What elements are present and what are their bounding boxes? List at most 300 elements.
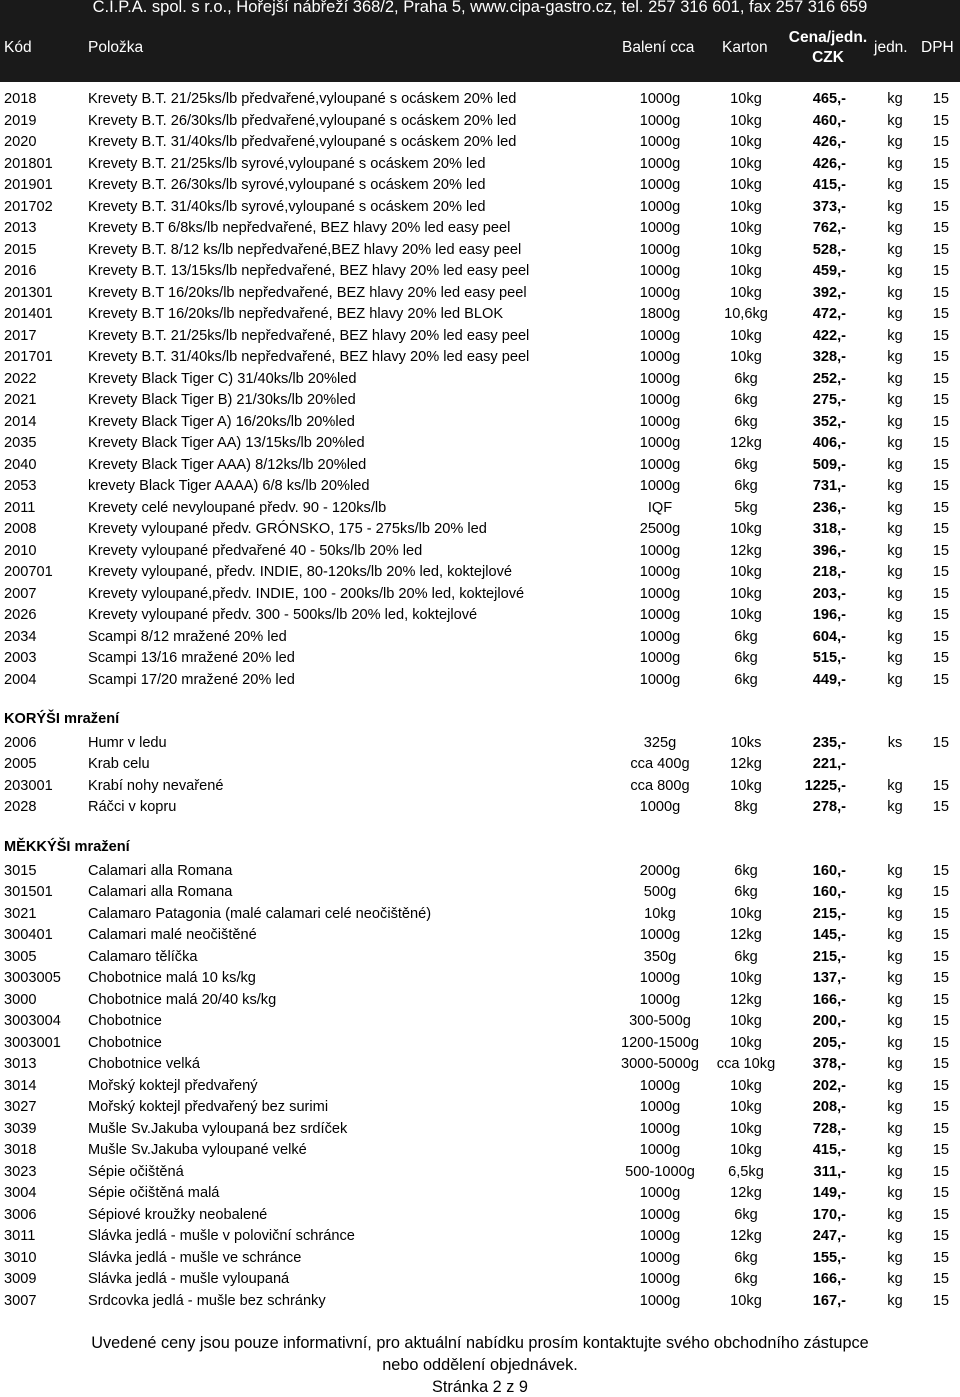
cell-pack: 3000-5000g: [621, 1056, 699, 1072]
cell-carton: 10ks: [730, 734, 762, 751]
table-row: [0, 369, 960, 391]
cell-vat: 15: [932, 198, 949, 215]
cell-pack: 1000g: [639, 671, 681, 688]
company-info: C.I.P.A. spol. s r.o., Hořejší nábřeží 368/2, Praha 5, www.cipa-gastro.cz, tel. 257 316 601, fax 257 316 659: [92, 0, 868, 16]
cell-vat: 15: [932, 349, 949, 365]
cell-carton: 6kg: [734, 392, 758, 408]
cell-name: Calamari alla Romana: [88, 862, 233, 879]
cell-unit: kg: [887, 198, 903, 215]
table-row: [0, 1248, 960, 1270]
cell-price: 449,-: [812, 671, 846, 688]
cell-vat: 15: [932, 327, 949, 344]
cell-carton: 10kg: [730, 1099, 762, 1115]
cell-carton: 8kg: [734, 799, 758, 815]
cell-vat: 15: [932, 177, 949, 193]
cell-price: 205,-: [812, 1034, 846, 1051]
cell-vat: 15: [932, 650, 949, 666]
cell-pack: 1000g: [639, 327, 681, 344]
cell-unit: kg: [887, 777, 903, 794]
cell-price: 422,-: [812, 327, 846, 344]
cell-unit: kg: [887, 671, 903, 688]
cell-carton: 10kg: [730, 1034, 762, 1051]
cell-vat: 15: [932, 499, 949, 516]
cell-code: 201702: [4, 198, 53, 215]
cell-vat: 15: [932, 134, 949, 150]
cell-name: Krevety B.T. 21/25ks/lb nepředvařené, BEZ hlavy 20% led easy peel: [88, 327, 530, 344]
cell-code: 2014: [4, 413, 37, 430]
cell-price: 318,-: [812, 521, 846, 537]
cell-carton: 6kg: [734, 948, 758, 965]
cell-unit: kg: [887, 1013, 903, 1029]
cell-unit: kg: [887, 564, 903, 580]
cell-vat: 15: [932, 991, 949, 1008]
cell-carton: 6kg: [734, 628, 758, 645]
cell-name: Krevety vyloupané předvařené 40 - 50ks/lb 20% led: [88, 542, 423, 559]
cell-pack: 1000g: [639, 927, 681, 943]
cell-price: 149,-: [812, 1185, 846, 1201]
cell-vat: 15: [932, 607, 949, 623]
cell-unit: kg: [887, 499, 903, 516]
cell-pack: 1000g: [639, 650, 681, 666]
cell-vat: 15: [932, 799, 949, 815]
cell-code: 201801: [4, 155, 53, 172]
cell-pack: 2500g: [639, 521, 681, 537]
cell-name: Krevety B.T. 26/30ks/lb syrové,vyloupané s ocáskem 20% led: [88, 177, 486, 193]
cell-pack: 1000g: [639, 349, 681, 365]
cell-code: 3010: [4, 1249, 37, 1266]
cell-pack: 325g: [643, 734, 677, 751]
cell-carton: 10kg: [730, 564, 762, 580]
cell-carton: 10kg: [730, 198, 762, 215]
table-row: [0, 412, 960, 434]
cell-carton: 12kg: [730, 435, 762, 451]
cell-code: 3004: [4, 1185, 37, 1201]
table-row: [0, 218, 960, 240]
table-row: [0, 1054, 960, 1076]
cell-pack: cca 400g: [630, 756, 690, 772]
cell-name: Krevety B.T. 13/15ks/lb nepředvařené, BEZ hlavy 20% led easy peel: [88, 263, 530, 279]
cell-code: 2028: [4, 799, 37, 815]
cell-name: Krab celu: [88, 756, 150, 772]
cell-pack: cca 800g: [630, 777, 690, 794]
cell-carton: 6kg: [734, 413, 758, 430]
cell-price: 528,-: [812, 241, 846, 258]
table-row: [0, 1291, 960, 1313]
cell-pack: 1000g: [639, 991, 681, 1008]
cell-name: Scampi 8/12 mražené 20% led: [88, 628, 287, 645]
cell-unit: kg: [887, 1185, 903, 1201]
cell-name: Calamaro Patagonia (malé calamari celé neočištěné): [88, 905, 432, 922]
cell-price: 328,-: [812, 349, 846, 365]
table-row: [0, 754, 960, 776]
cell-pack: 1000g: [639, 370, 681, 387]
table-row: [0, 861, 960, 883]
table-row: [0, 197, 960, 219]
cell-pack: 1000g: [639, 241, 681, 258]
cell-name: Krevety B.T. 31/40ks/lb syrové,vyloupané s ocáskem 20% led: [88, 198, 486, 215]
cell-pack: 1000g: [639, 1099, 681, 1115]
cell-code: 301501: [4, 884, 53, 900]
table-row: [0, 1226, 960, 1248]
cell-price: 415,-: [812, 1142, 846, 1158]
cell-unit: kg: [887, 585, 903, 602]
cell-price: 275,-: [812, 392, 846, 408]
cell-carton: 6kg: [734, 884, 758, 900]
cell-pack: 1000g: [639, 1292, 681, 1309]
cell-code: 300401: [4, 927, 53, 943]
cell-pack: 1000g: [639, 198, 681, 215]
cell-name: Calamaro tělíčka: [88, 948, 198, 965]
cell-carton: 10kg: [730, 284, 762, 301]
cell-unit: kg: [887, 155, 903, 172]
cell-pack: 1000g: [639, 1249, 681, 1266]
cell-carton: 6kg: [734, 650, 758, 666]
cell-name: Krevety B.T 6/8ks/lb nepředvařené, BEZ hlavy 20% led easy peel: [88, 220, 511, 236]
cell-code: 2020: [4, 134, 37, 150]
column-header-carton: Karton: [722, 39, 768, 56]
cell-carton: 6kg: [734, 1271, 758, 1287]
cell-unit: kg: [887, 1206, 903, 1223]
cell-code: 3015: [4, 862, 37, 879]
cell-pack: 500-1000g: [625, 1163, 695, 1180]
table-row: [0, 776, 960, 798]
cell-price: 218,-: [812, 564, 846, 580]
cell-pack: 350g: [643, 948, 677, 965]
table-row: [0, 1033, 960, 1055]
cell-carton: 10kg: [730, 155, 762, 172]
cell-vat: 15: [932, 1077, 949, 1094]
cell-carton: 10kg: [730, 220, 762, 236]
cell-pack: 300-500g: [629, 1013, 691, 1029]
cell-unit: kg: [887, 1163, 903, 1180]
cell-vat: 15: [932, 263, 949, 279]
cell-carton: cca 10kg: [716, 1056, 776, 1072]
cell-price: 415,-: [812, 177, 846, 193]
cell-unit: kg: [887, 134, 903, 150]
cell-unit: kg: [887, 884, 903, 900]
cell-vat: 15: [932, 306, 949, 322]
cell-name: Krevety Black Tiger AA) 13/15ks/lb 20%led: [88, 435, 365, 451]
table-row: [0, 648, 960, 670]
cell-unit: kg: [887, 370, 903, 387]
table-row: [0, 89, 960, 111]
cell-vat: 15: [932, 413, 949, 430]
cell-vat: 15: [932, 1249, 949, 1266]
cell-price: 160,-: [812, 884, 846, 900]
table-row: [0, 111, 960, 133]
table-row: [0, 1162, 960, 1184]
cell-unit: kg: [887, 392, 903, 408]
cell-code: 3003001: [4, 1034, 61, 1051]
cell-pack: 1000g: [639, 1142, 681, 1158]
table-row: [0, 947, 960, 969]
cell-vat: 15: [932, 91, 949, 107]
cell-unit: kg: [887, 862, 903, 879]
cell-pack: 1000g: [639, 1077, 681, 1094]
cell-unit: kg: [887, 991, 903, 1008]
cell-price: 208,-: [812, 1099, 846, 1115]
cell-unit: kg: [887, 112, 903, 129]
cell-name: krevety Black Tiger AAAA) 6/8 ks/lb 20%led: [88, 478, 370, 494]
table-row: [0, 733, 960, 755]
cell-vat: 15: [932, 734, 949, 751]
cell-unit: kg: [887, 284, 903, 301]
cell-carton: 10kg: [730, 91, 762, 107]
cell-price: 215,-: [812, 905, 846, 922]
column-header-price-line2: CZK: [812, 49, 844, 66]
cell-unit: kg: [887, 435, 903, 451]
cell-code: 200701: [4, 564, 53, 580]
section-title: MĚKKÝŠI mražení: [4, 839, 130, 855]
cell-name: Sépiové kroužky neobalené: [88, 1206, 268, 1223]
cell-carton: 12kg: [730, 1228, 762, 1244]
cell-carton: 6kg: [734, 671, 758, 688]
cell-name: Krevety B.T 16/20ks/lb nepředvařené, BEZ hlavy 20% led easy peel: [88, 284, 527, 301]
cell-price: 728,-: [812, 1120, 846, 1137]
cell-price: 392,-: [812, 284, 846, 301]
cell-vat: 15: [932, 1185, 949, 1201]
cell-name: Krevety B.T. 21/25ks/lb předvařené,vyloupané s ocáskem 20% led: [88, 91, 517, 107]
cell-unit: kg: [887, 1228, 903, 1244]
cell-unit: kg: [887, 927, 903, 943]
cell-vat: 15: [932, 542, 949, 559]
cell-vat: 15: [932, 948, 949, 965]
cell-code: 3000: [4, 991, 37, 1008]
table-row: [0, 283, 960, 305]
cell-pack: 1000g: [639, 177, 681, 193]
cell-price: 515,-: [812, 650, 846, 666]
cell-unit: kg: [887, 905, 903, 922]
cell-carton: 10kg: [730, 177, 762, 193]
table-row: [0, 541, 960, 563]
cell-name: Krevety B.T. 21/25ks/lb syrové,vyloupané s ocáskem 20% led: [88, 155, 486, 172]
cell-unit: kg: [887, 220, 903, 236]
cell-unit: kg: [887, 1056, 903, 1072]
cell-unit: kg: [887, 1077, 903, 1094]
table-row: [0, 519, 960, 541]
cell-vat: 15: [932, 1163, 949, 1180]
cell-name: Krevety B.T 16/20ks/lb nepředvařené, BEZ hlavy 20% led BLOK: [88, 306, 504, 322]
cell-price: 145,-: [812, 927, 846, 943]
cell-pack: 500g: [643, 884, 677, 900]
cell-price: 465,-: [812, 91, 846, 107]
table-row: [0, 584, 960, 606]
cell-vat: 15: [932, 521, 949, 537]
cell-code: 201301: [4, 284, 53, 301]
cell-price: 1225,-: [804, 777, 846, 794]
cell-code: 3006: [4, 1206, 37, 1223]
cell-carton: 10kg: [730, 241, 762, 258]
cell-pack: 1000g: [639, 435, 681, 451]
cell-vat: 15: [932, 1099, 949, 1115]
table-row: [0, 433, 960, 455]
cell-name: Krevety vyloupané předv. GRÓNSKO, 175 - 275ks/lb 20% led: [88, 521, 487, 537]
cell-pack: 1000g: [639, 112, 681, 129]
cell-carton: 6kg: [734, 1206, 758, 1223]
cell-pack: 1000g: [639, 478, 681, 494]
cell-carton: 10kg: [730, 327, 762, 344]
cell-price: 235,-: [812, 734, 846, 751]
cell-unit: kg: [887, 1034, 903, 1051]
cell-vat: 15: [932, 927, 949, 943]
table-row: [0, 304, 960, 326]
cell-price: 459,-: [812, 263, 846, 279]
cell-vat: 15: [932, 862, 949, 879]
cell-price: 406,-: [812, 435, 846, 451]
cell-code: 2006: [4, 734, 37, 751]
footer-note: Uvedené ceny jsou pouze informativní, pro aktuální nabídku prosím kontaktujte svého obchodního zástupce: [91, 1334, 869, 1352]
cell-carton: 10kg: [730, 1077, 762, 1094]
cell-code: 2040: [4, 456, 37, 473]
column-header-price: [788, 28, 868, 68]
cell-name: Slávka jedlá - mušle ve schránce: [88, 1249, 302, 1266]
cell-pack: 1000g: [639, 564, 681, 580]
cell-code: 3027: [4, 1099, 37, 1115]
cell-unit: kg: [887, 306, 903, 322]
cell-vat: 15: [932, 1142, 949, 1158]
cell-name: Krevety Black Tiger C) 31/40ks/lb 20%led: [88, 370, 357, 387]
cell-code: 2053: [4, 478, 37, 494]
table-row: [0, 797, 960, 819]
cell-code: 201701: [4, 349, 53, 365]
cell-unit: kg: [887, 456, 903, 473]
cell-code: 2019: [4, 112, 37, 129]
cell-vat: 15: [932, 564, 949, 580]
cell-name: Slávka jedlá - mušle vyloupaná: [88, 1271, 290, 1287]
table-row: [0, 1205, 960, 1227]
cell-price: 137,-: [812, 970, 846, 986]
column-header-vat: DPH: [921, 39, 954, 56]
cell-carton: 10kg: [730, 585, 762, 602]
table-row: [0, 627, 960, 649]
cell-unit: ks: [887, 734, 903, 751]
cell-code: 2008: [4, 521, 37, 537]
cell-vat: 15: [932, 585, 949, 602]
cell-code: 2017: [4, 327, 37, 344]
table-row: [0, 154, 960, 176]
cell-unit: kg: [887, 521, 903, 537]
table-row: [0, 1140, 960, 1162]
cell-code: 3013: [4, 1056, 37, 1072]
cell-pack: 1800g: [639, 306, 681, 322]
cell-name: Chobotnice: [88, 1013, 162, 1029]
cell-code: 3011: [4, 1228, 36, 1244]
cell-name: Krevety vyloupané, předv. INDIE, 80-120ks/lb 20% led, koktejlové: [88, 564, 512, 580]
column-header-unit: jedn.: [874, 39, 908, 56]
cell-name: Mořský koktejl předvařený bez surimi: [88, 1099, 329, 1115]
table-row: [0, 498, 960, 520]
cell-price: 203,-: [812, 585, 846, 602]
table-row: [0, 240, 960, 262]
cell-code: 2013: [4, 220, 37, 236]
cell-vat: 15: [932, 671, 949, 688]
cell-pack: 1000g: [639, 284, 681, 301]
table-row: [0, 1183, 960, 1205]
cell-unit: kg: [887, 542, 903, 559]
cell-carton: 10kg: [730, 134, 762, 150]
table-row: [0, 132, 960, 154]
cell-name: Krevety B.T. 31/40ks/lb nepředvařené, BEZ hlavy 20% led easy peel: [88, 349, 530, 365]
cell-price: 373,-: [812, 198, 846, 215]
cell-name: Krevety Black Tiger A) 16/20ks/lb 20%led: [88, 413, 355, 430]
cell-carton: 5kg: [734, 499, 758, 516]
cell-code: 2004: [4, 671, 37, 688]
cell-pack: 1000g: [639, 155, 681, 172]
cell-code: 2021: [4, 392, 37, 408]
cell-vat: 15: [932, 1013, 949, 1029]
cell-pack: 1000g: [639, 456, 681, 473]
cell-code: 3003004: [4, 1013, 61, 1029]
cell-name: Chobotnice: [88, 1034, 162, 1051]
cell-carton: 12kg: [730, 542, 762, 559]
cell-code: 3009: [4, 1271, 37, 1287]
cell-vat: 15: [932, 1056, 949, 1072]
cell-code: 201401: [4, 306, 53, 322]
cell-price: 731,-: [812, 478, 846, 494]
cell-pack: 1000g: [639, 585, 681, 602]
table-row: [0, 562, 960, 584]
cell-vat: 15: [932, 884, 949, 900]
cell-code: 3014: [4, 1077, 37, 1094]
footer-note-line2: nebo oddělení objednávek.: [382, 1356, 578, 1374]
cell-code: 2011: [4, 499, 36, 516]
cell-vat: 15: [932, 1120, 949, 1137]
cell-carton: 12kg: [730, 756, 762, 772]
cell-unit: kg: [887, 478, 903, 494]
cell-carton: 10kg: [730, 349, 762, 365]
cell-unit: kg: [887, 263, 903, 279]
cell-carton: 10kg: [730, 263, 762, 279]
cell-pack: 1000g: [639, 1120, 681, 1137]
cell-unit: kg: [887, 607, 903, 623]
table-row: [0, 455, 960, 477]
cell-code: 2010: [4, 542, 37, 559]
cell-vat: 15: [932, 1271, 949, 1287]
cell-price: 196,-: [812, 607, 846, 623]
cell-pack: 2000g: [639, 862, 681, 879]
cell-carton: 10kg: [730, 521, 762, 537]
cell-code: 2016: [4, 263, 37, 279]
table-row: [0, 261, 960, 283]
cell-name: Chobotnice malá 10 ks/kg: [88, 970, 256, 986]
column-header-name: Položka: [88, 39, 144, 56]
cell-name: Mušle Sv.Jakuba vyloupaná bez srdíček: [88, 1120, 348, 1137]
cell-unit: kg: [887, 650, 903, 666]
table-row: [0, 925, 960, 947]
cell-pack: 1200-1500g: [621, 1034, 699, 1051]
cell-price: 166,-: [812, 991, 846, 1008]
cell-pack: 1000g: [639, 413, 681, 430]
table-row: [0, 1076, 960, 1098]
cell-name: Krevety vyloupané předv. 300 - 500ks/lb 20% led, koktejlové: [88, 607, 478, 623]
cell-pack: 1000g: [639, 91, 681, 107]
cell-carton: 12kg: [730, 991, 762, 1008]
cell-price: 472,-: [812, 306, 846, 322]
cell-price: 252,-: [812, 370, 846, 387]
cell-price: 426,-: [812, 155, 846, 172]
cell-unit: kg: [887, 91, 903, 107]
cell-code: 2005: [4, 756, 37, 772]
cell-pack: 10kg: [644, 905, 676, 922]
cell-code: 2015: [4, 241, 37, 258]
cell-name: Scampi 17/20 mražené 20% led: [88, 671, 295, 688]
cell-name: Krevety Black Tiger B) 21/30ks/lb 20%led: [88, 392, 356, 408]
table-row: [0, 1269, 960, 1291]
cell-vat: 15: [932, 220, 949, 236]
table-row: [0, 990, 960, 1012]
cell-name: Krevety B.T. 8/12 ks/lb nepředvařené,BEZ hlavy 20% led easy peel: [88, 241, 522, 258]
cell-price: 200,-: [812, 1013, 846, 1029]
